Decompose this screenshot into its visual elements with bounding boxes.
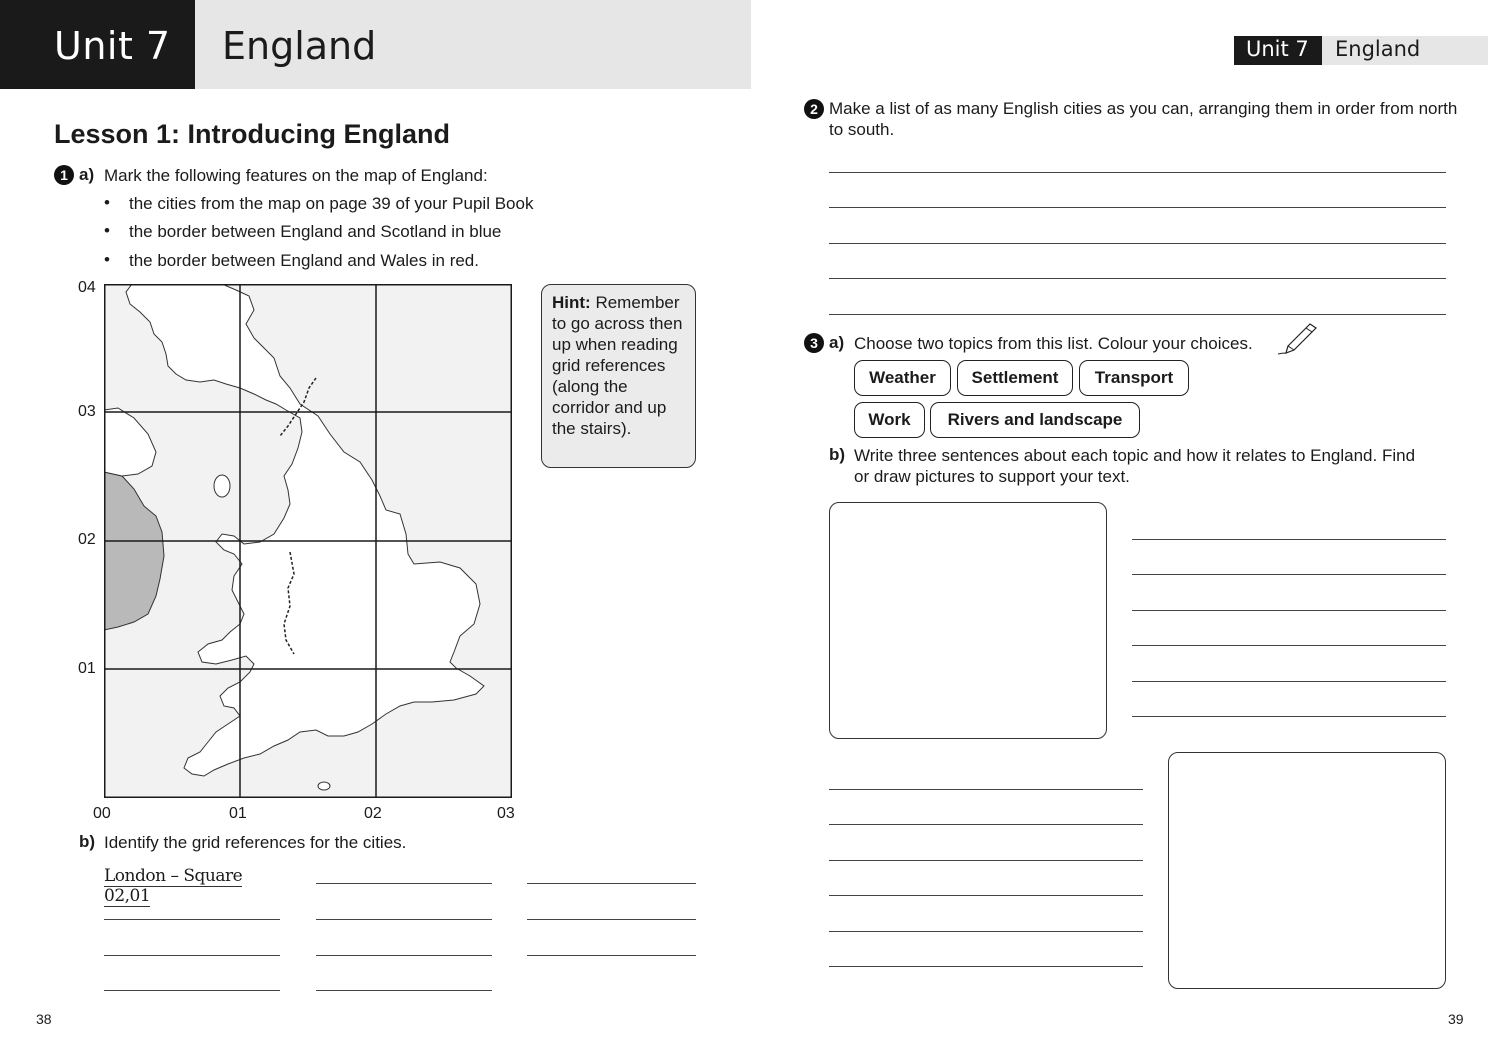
page-number-right: 39 <box>1448 1011 1464 1027</box>
bullet-marker: • <box>104 250 110 269</box>
answer-line[interactable] <box>527 919 696 920</box>
answer-line[interactable] <box>829 824 1143 825</box>
answer-line[interactable] <box>527 955 696 956</box>
answer-line[interactable] <box>316 990 492 991</box>
q1-part-a-label: a) <box>79 165 95 184</box>
pencil-icon <box>1276 320 1322 358</box>
unit-label: Unit 7 <box>54 24 171 68</box>
answer-line[interactable] <box>829 278 1446 279</box>
answer-line[interactable] <box>829 314 1446 315</box>
bullet-marker: • <box>104 193 110 212</box>
topic-settlement[interactable]: Settlement <box>957 360 1073 396</box>
hint-box <box>541 284 696 468</box>
england-grid-map[interactable] <box>104 284 512 798</box>
q1-bullet-2: the border between England and Scotland in blue <box>129 222 502 241</box>
topic-work[interactable]: Work <box>854 402 925 438</box>
topic-rivers-and-landscape[interactable]: Rivers and landscape <box>930 402 1140 438</box>
answer-line[interactable] <box>104 955 280 956</box>
answer-line[interactable] <box>527 883 696 884</box>
right-unit-label: Unit 7 <box>1246 37 1309 61</box>
answer-line[interactable] <box>1132 574 1446 575</box>
answer-line[interactable] <box>316 883 492 884</box>
map-y-label-02: 02 <box>78 531 96 548</box>
map-y-label-04: 04 <box>78 279 96 296</box>
q1-instruction: Mark the following features on the map of England: <box>104 166 488 185</box>
topic-weather[interactable]: Weather <box>854 360 951 396</box>
topic-transport[interactable]: Transport <box>1079 360 1189 396</box>
answer-line[interactable] <box>829 931 1143 932</box>
map-y-label-01: 01 <box>78 660 96 677</box>
answer-line[interactable] <box>1132 716 1446 717</box>
question-1-number: 1 <box>54 165 74 185</box>
answer-line[interactable] <box>829 966 1143 967</box>
answer-line[interactable] <box>104 990 280 991</box>
isle-of-man <box>214 475 230 497</box>
q3-part-b-text: Write three sentences about each topic and how it relates to England. Find or draw pictures to support your text. <box>854 446 1416 486</box>
answer-line[interactable] <box>1132 610 1446 611</box>
q1-bullet-3: the border between England and Wales in red. <box>129 251 479 270</box>
answer-line[interactable] <box>829 789 1143 790</box>
isle-of-wight <box>318 782 330 790</box>
answer-line[interactable] <box>829 860 1143 861</box>
map-x-label-02: 02 <box>364 805 382 822</box>
answer-line[interactable] <box>829 243 1446 244</box>
answer-line[interactable] <box>104 919 280 920</box>
hint-label: Hint: <box>552 293 591 312</box>
map-x-label-03: 03 <box>497 805 515 822</box>
map-x-label-01: 01 <box>229 805 247 822</box>
bullet-marker: • <box>104 221 110 240</box>
map-y-label-03: 03 <box>78 403 96 420</box>
answer-line[interactable] <box>829 207 1446 208</box>
q1-part-b-text: Identify the grid references for the cities. <box>104 833 407 852</box>
answer-line[interactable] <box>316 919 492 920</box>
lesson-title: Lesson 1: Introducing England <box>54 119 451 149</box>
right-page-title: England <box>1335 37 1421 61</box>
answer-line[interactable] <box>1132 681 1446 682</box>
question-2-number: 2 <box>804 99 824 119</box>
answer-line[interactable] <box>829 172 1446 173</box>
page-title: England <box>222 24 377 68</box>
q1-bullet-1: the cities from the map on page 39 of your Pupil Book <box>129 194 534 213</box>
answer-line[interactable] <box>829 895 1143 896</box>
q3-part-a-label: a) <box>829 333 845 352</box>
map-x-label-00: 00 <box>93 805 111 822</box>
question-3-number: 3 <box>804 333 824 353</box>
page-number-left: 38 <box>36 1011 52 1027</box>
q3-part-b-label: b) <box>829 445 846 464</box>
example-answer: London – Square 02,01 <box>104 866 243 906</box>
q2-text: Make a list of as many English cities as you can, arranging them in order from north to south. <box>829 99 1458 139</box>
answer-line[interactable] <box>1132 645 1446 646</box>
hint-text: Remember to go across then up when reading grid references (along the corridor and up the stairs). <box>552 293 683 438</box>
q3-part-a-text: Choose two topics from this list. Colour your choices. <box>854 334 1253 353</box>
q1-part-b-label: b) <box>79 832 96 851</box>
picture-box-1[interactable] <box>829 502 1107 739</box>
answer-line[interactable] <box>316 955 492 956</box>
answer-line[interactable] <box>1132 539 1446 540</box>
picture-box-2[interactable] <box>1168 752 1446 989</box>
